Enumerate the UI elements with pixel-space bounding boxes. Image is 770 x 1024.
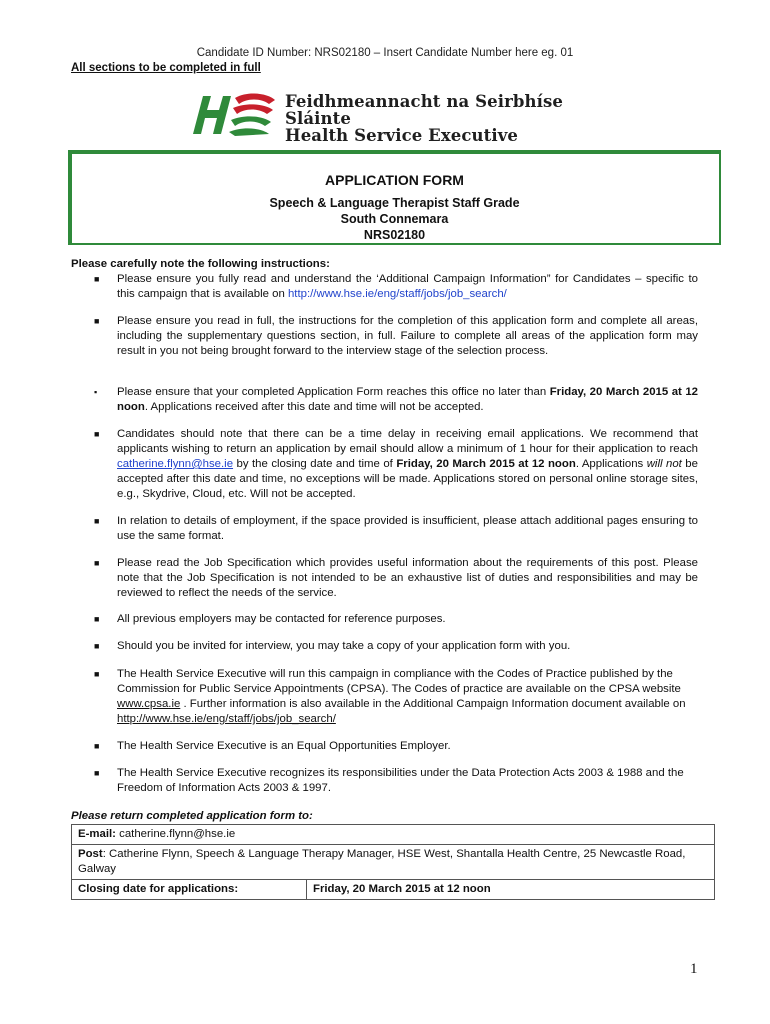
bullet-icon: ■ (94, 768, 100, 778)
closing-date-row (72, 880, 714, 899)
logo-irish-name: Feidhmeannacht na Seirbhíse Sláinte (285, 92, 563, 128)
bullet-icon: ■ (94, 429, 100, 439)
all-sections-notice: All sections to be completed in full (71, 62, 261, 74)
hse-logo (189, 90, 609, 145)
bullet-icon: ■ (94, 558, 100, 568)
bullet-icon: ▪ (94, 387, 98, 397)
form-title: APPLICATION FORM (325, 172, 464, 188)
application-form-title-box (68, 150, 721, 245)
logo-english-name: Health Service Executive (285, 126, 518, 145)
bullet-icon: ■ (94, 516, 100, 526)
cpsa-link[interactable]: www.cpsa.ie (117, 698, 181, 710)
bullet-icon: ■ (94, 274, 100, 284)
bullet-icon: ■ (94, 669, 100, 679)
bullet-icon: ■ (94, 641, 100, 651)
return-address-table (71, 824, 715, 900)
email-link[interactable]: catherine.flynn@hse.ie (117, 458, 234, 470)
post-row: Post: Catherine Flynn, Speech & Language Therapy Manager, HSE West, Shantalla Health Centre, 25 Newcastle Road, Galway (72, 845, 714, 880)
form-location: South Connemara (340, 212, 449, 226)
instructions-heading: Please carefully note the following instructions: (71, 258, 330, 270)
form-position: Speech & Language Therapist Staff Grade (269, 196, 520, 210)
job-search-link[interactable]: http://www.hse.ie/eng/staff/jobs/job_search/ (287, 288, 507, 300)
page-number: 1 (690, 961, 698, 977)
candidate-id-line: Candidate ID Number: NRS02180 – Insert Candidate Number here eg. 01 (196, 47, 574, 59)
return-heading: Please return completed application form to: (71, 810, 313, 822)
closing-date-value: Friday, 20 March 2015 at 12 noon (313, 883, 491, 895)
bullet-icon: ■ (94, 741, 100, 751)
closing-date-label: Closing date for applications: (72, 880, 307, 899)
form-reference: NRS02180 (363, 228, 426, 242)
bullet-icon: ■ (94, 316, 100, 326)
job-search-link-2[interactable]: http://www.hse.ie/eng/staff/jobs/job_search/ (117, 713, 336, 725)
email-row: E-mail: catherine.flynn@hse.ie (72, 825, 714, 845)
bullet-icon: ■ (94, 614, 100, 624)
hse-logo-mark-icon (189, 90, 281, 138)
